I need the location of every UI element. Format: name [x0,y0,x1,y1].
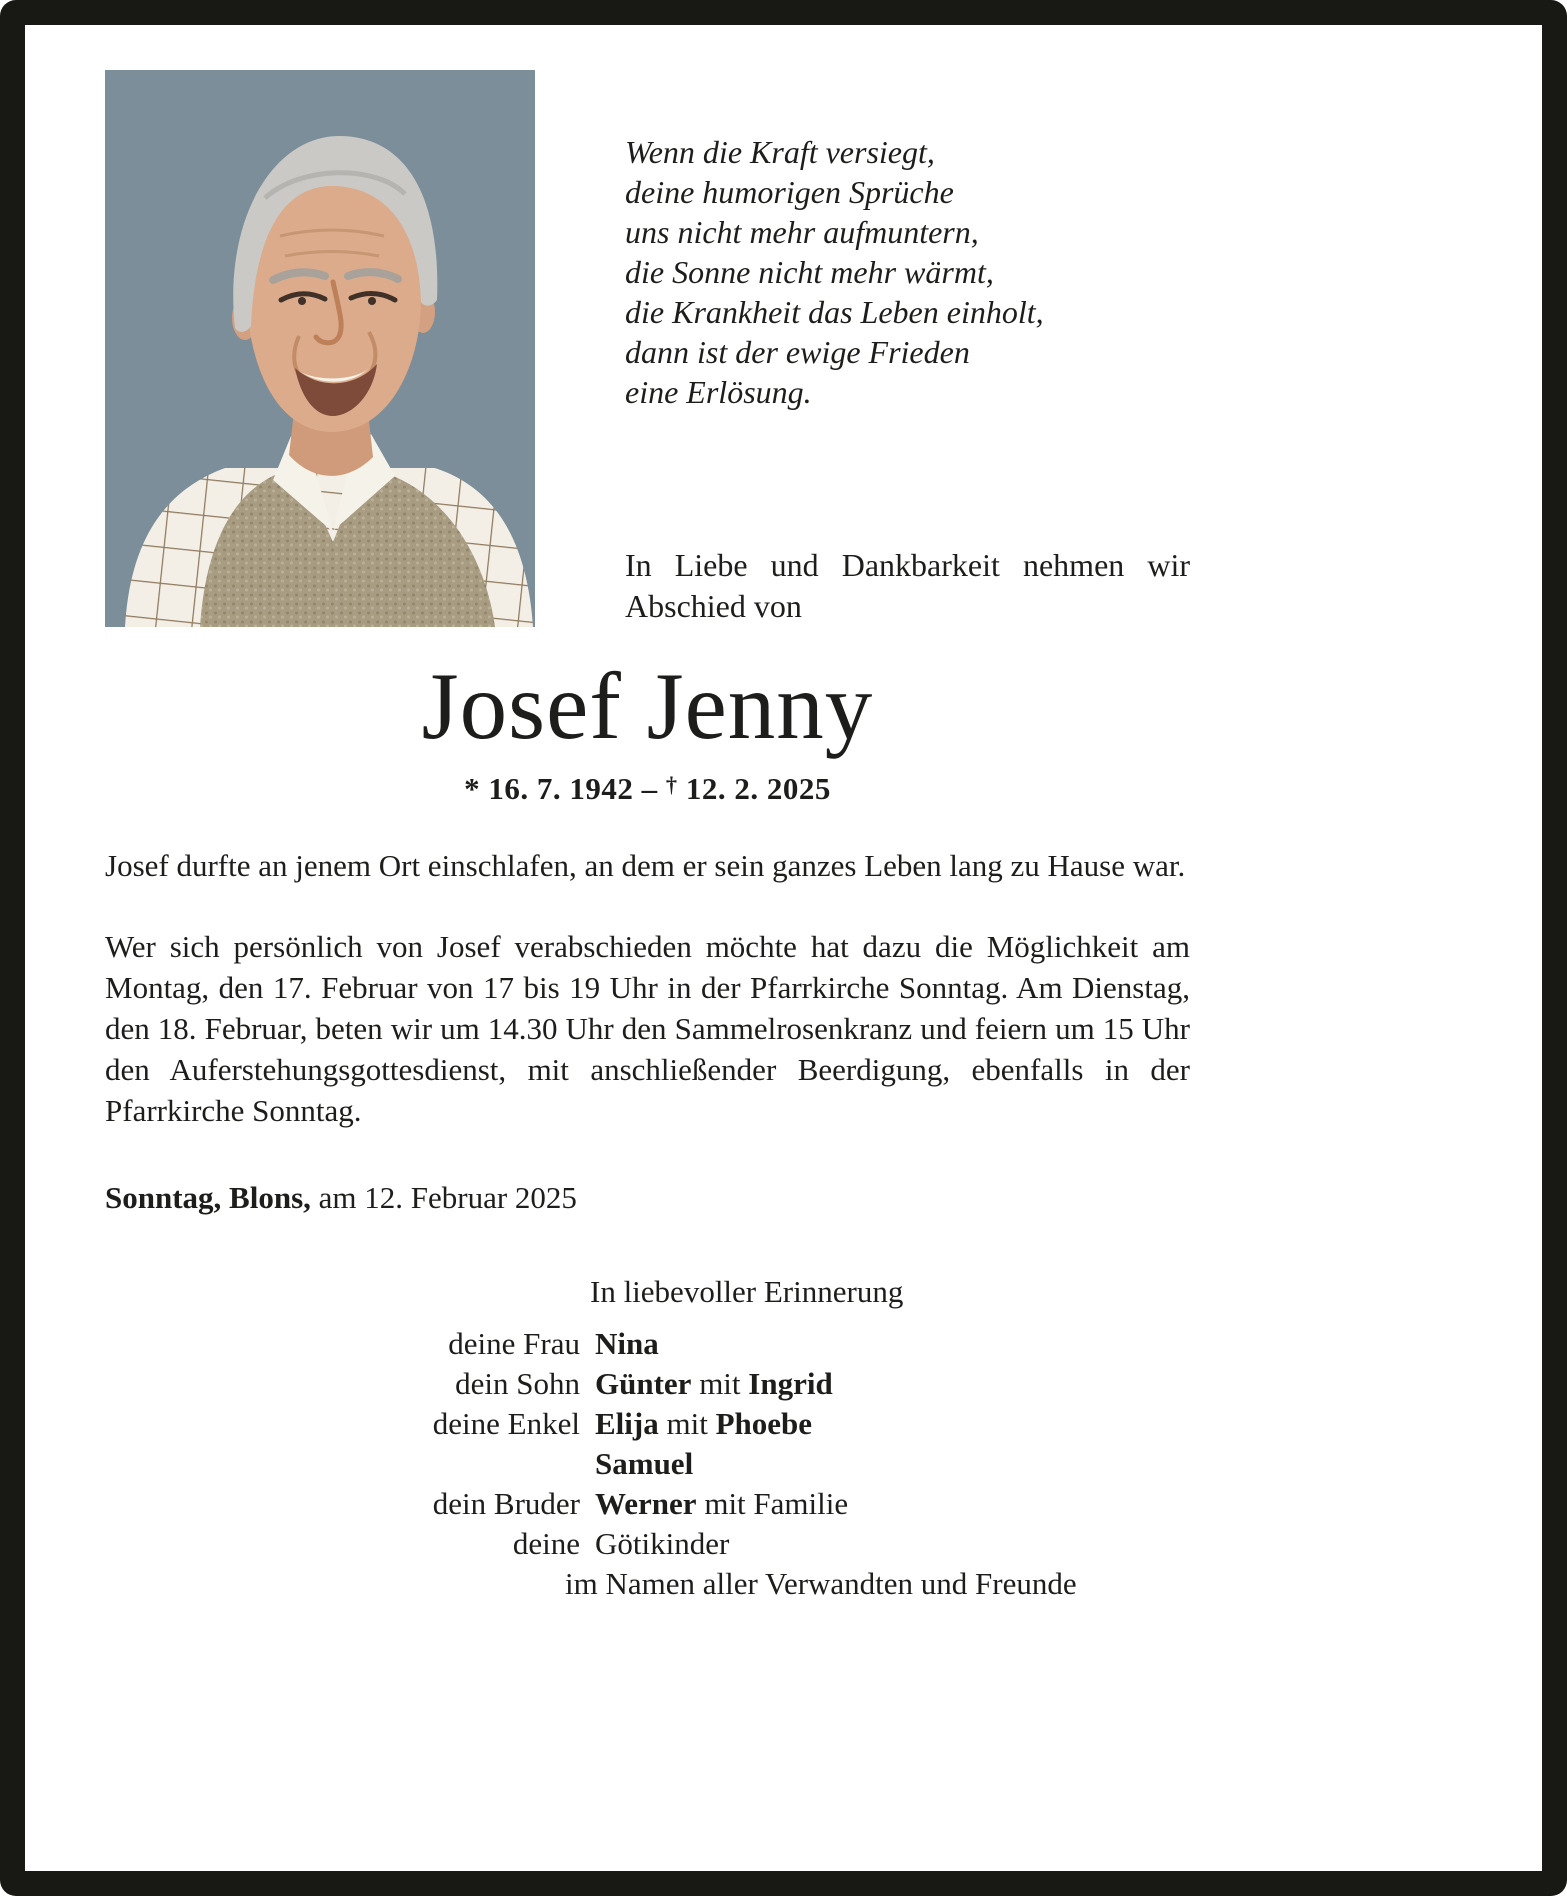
death-date: 12. 2. 2025 [685,770,831,806]
poem-line: eine Erlösung. [625,374,812,410]
portrait-illustration [105,70,535,627]
place-name: Sonntag, Blons, [105,1179,311,1215]
family-names: Elija mit Phoebe [595,1405,813,1441]
relation-label [105,1444,580,1484]
family-list [105,1324,1190,1564]
relation-label: deine Enkel [432,1405,580,1441]
portrait-photo [105,70,535,627]
relation-label: dein Bruder [432,1485,580,1521]
family-names: Werner mit Familie [595,1485,849,1521]
poem-line: die Krankheit das Leben einholt, [625,294,1044,330]
top-section [105,70,1190,627]
family-names: Nina [595,1325,659,1361]
family-row [105,1484,1190,1524]
poem-line: deine humorigen Sprüche [625,174,954,210]
closing-heading: In liebevoller Erinnerung [590,1273,904,1309]
poem-column [625,70,1190,627]
life-dates [105,771,1190,807]
relation-label: dein Sohn [455,1365,580,1401]
obituary-content [25,25,1190,1604]
farewell-intro: In Liebe und Dankbarkeit nehmen wir Abschied von [625,547,1190,624]
poem-line: uns nicht mehr aufmuntern, [625,214,979,250]
birth-date: 16. 7. 1942 [488,770,634,806]
birth-symbol: * [464,770,481,806]
family-row [105,1404,1190,1444]
relation-label: deine [512,1525,580,1561]
family-names: Götikinder [595,1525,730,1561]
dates-separator: – [641,770,658,806]
family-row [105,1524,1190,1564]
family-row [105,1364,1190,1404]
deceased-name: Josef Jenny [421,653,874,759]
family-row [105,1444,1190,1484]
relation-label: deine Frau [448,1325,580,1361]
family-names: Samuel [595,1445,694,1481]
place-date-line [105,1177,1190,1218]
body-paragraph: Josef durfte an jenem Ort einschlafen, an dem er sein ganzes Leben lang zu Hause war. [105,847,1186,883]
announcement-date: am 12. Februar 2025 [318,1179,577,1215]
memorial-poem [625,132,1190,412]
poem-line: Wenn die Kraft versiegt, [625,134,935,170]
death-symbol: † [665,771,678,797]
body-paragraph: Wer sich persönlich von Josef verabschieden möchte hat dazu die Möglichkeit am Montag, den 17. Februar von 17 bis 19 Uhr in der Pfarrkirche Sonntag. Am Dienstag, den 18. Februar, beten wir um 14.30 Uhr den Sammelrosenkranz und feiern um 15 Uhr den Auferstehungsgottesdienst, mit anschließender Beerdigung, ebenfalls in der Pfarrkirche Sonntag. [105,928,1190,1128]
closing-footer: im Namen aller Verwandten und Freunde [565,1565,1077,1601]
poem-line: die Sonne nicht mehr wärmt, [625,254,994,290]
family-row [105,1324,1190,1364]
family-names: Günter mit Ingrid [595,1365,833,1401]
poem-line: dann ist der ewige Frieden [625,334,970,370]
